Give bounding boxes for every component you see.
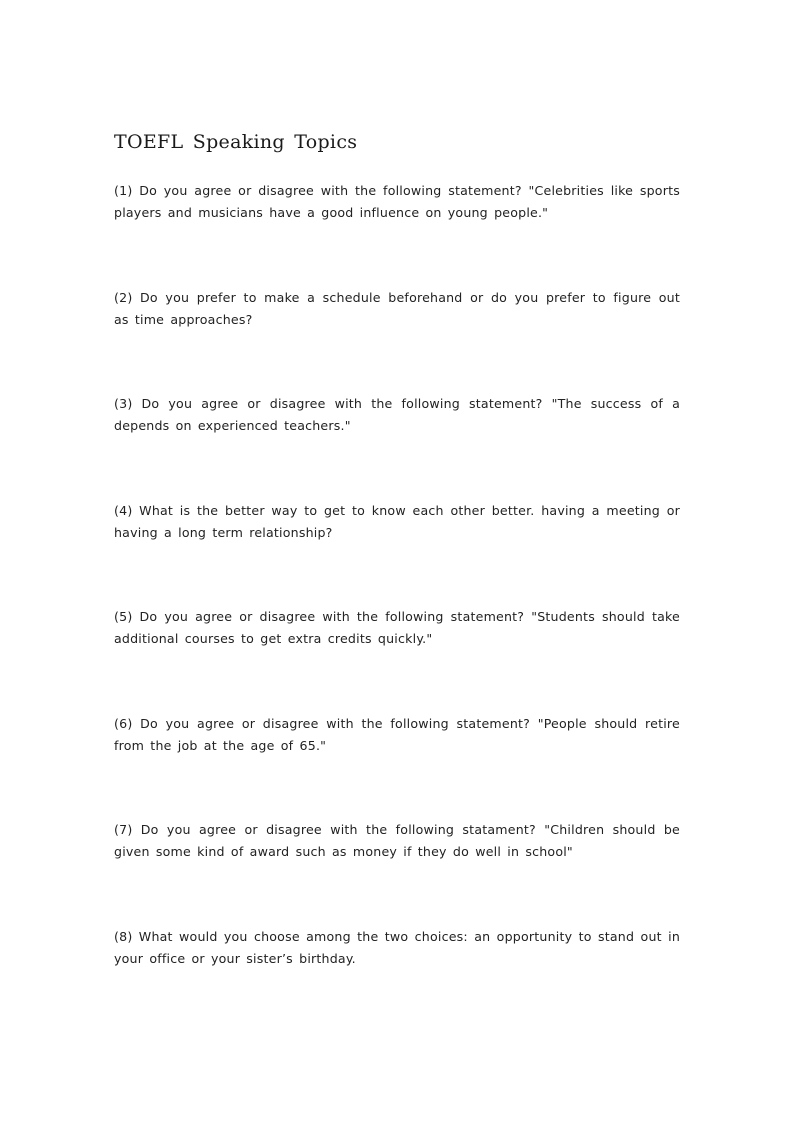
topic-item-7: (7) Do you agree or disagree with the following statament? "Children should be given some kind of award such as money if they do well in school" [114, 822, 680, 859]
topic-item-6: (6) Do you agree or disagree with the following statement? "People should retire from the job at the age of 65." [114, 716, 680, 753]
page-title: TOEFL Speaking Topics [114, 131, 358, 153]
topic-item-4: (4) What is the better way to get to know each other better. having a meeting or having a long term relationship? [114, 503, 680, 540]
topic-item-8: (8) What would you choose among the two choices: an opportunity to stand out in your office or your sister’s birthday. [114, 929, 680, 966]
topic-item-1: (1) Do you agree or disagree with the following statement? "Celebrities like sports players and musicians have a good influence on young people." [114, 183, 680, 220]
topic-item-5: (5) Do you agree or disagree with the following statement? "Students should take additional courses to get extra credits quickly." [114, 609, 680, 646]
topic-item-3: (3) Do you agree or disagree with the following statement? "The success of a depends on experienced teachers." [114, 396, 680, 433]
topic-item-2: (2) Do you prefer to make a schedule beforehand or do you prefer to figure out as time approaches? [114, 290, 680, 327]
